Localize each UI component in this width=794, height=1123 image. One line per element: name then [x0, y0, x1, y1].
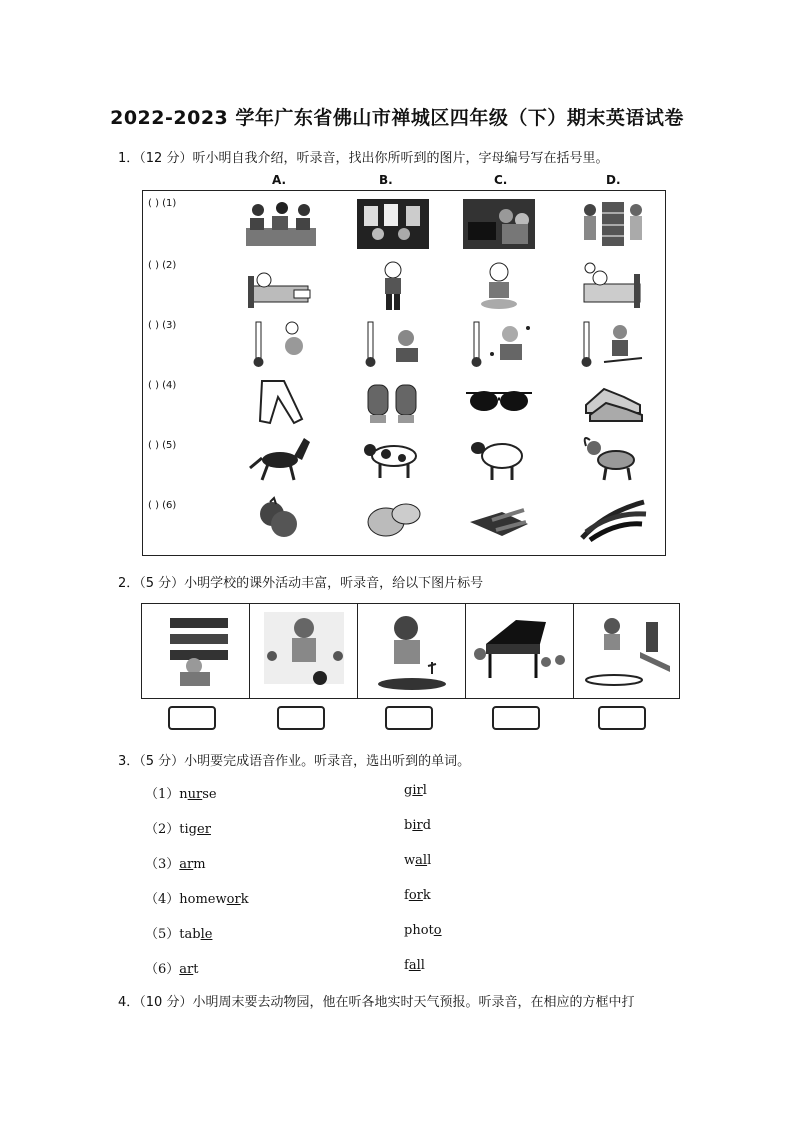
- piano-activity-cell: [466, 604, 574, 698]
- question-2-text: 2．（5 分）小明学校的课外活动丰富，听录音，给以下图片标号: [118, 576, 484, 591]
- answer-box-2[interactable]: [277, 706, 325, 730]
- column-d-label: D.: [606, 173, 621, 187]
- word-pair-4-left[interactable]: （4）homework: [145, 892, 249, 907]
- sneakers-picture: [576, 375, 650, 427]
- sheep-picture: [462, 432, 536, 484]
- word-pair-2-left[interactable]: （2）tiger: [145, 822, 211, 837]
- gardening-activity-cell: [358, 604, 466, 698]
- column-a-label: A.: [272, 173, 287, 187]
- cold-weather-skiing-picture: [576, 318, 650, 370]
- activity-pictures-strip: [141, 603, 680, 699]
- word-pair-6-left[interactable]: （6）art: [145, 962, 199, 977]
- answer-bracket-1[interactable]: ( ) (1): [148, 198, 177, 209]
- football-activity-cell: [250, 604, 358, 698]
- question-1-text: 1．（12 分）听小明自我介绍，听录音，找出你所听到的图片，字母编号写在括号里。: [118, 151, 609, 166]
- gloves-picture: [356, 375, 430, 427]
- music-room-picture: [462, 198, 536, 250]
- word-pair-1-right[interactable]: girl: [404, 783, 427, 798]
- trampoline-picture: [574, 604, 681, 696]
- word-pair-3-left[interactable]: （3）arm: [145, 857, 206, 872]
- word-pair-1-left[interactable]: （1）nurse: [145, 787, 217, 802]
- boy-eating-picture: [462, 260, 536, 312]
- goat-picture: [576, 432, 650, 484]
- cow-picture: [356, 432, 430, 484]
- answer-bracket-3[interactable]: ( ) (3): [148, 320, 177, 331]
- word-pair-5-left[interactable]: （5）table: [145, 927, 213, 942]
- tomatoes-picture: [244, 492, 318, 544]
- green-beans-picture: [576, 492, 650, 544]
- reading-picture: [142, 604, 249, 696]
- answer-bracket-5[interactable]: ( ) (5): [148, 440, 177, 451]
- windy-weather-picture: [462, 318, 536, 370]
- reading-activity-cell: [142, 604, 250, 698]
- carrots-picture: [462, 492, 536, 544]
- sleeping-in-bed-picture: [244, 260, 318, 312]
- answer-box-4[interactable]: [492, 706, 540, 730]
- answer-box-5[interactable]: [598, 706, 646, 730]
- boy-standing-picture: [356, 260, 430, 312]
- planting-picture: [358, 604, 465, 696]
- potatoes-picture: [356, 492, 430, 544]
- sunglasses-picture: [462, 375, 536, 427]
- question-4-text: 4．（10 分）小明周末要去动物园，他在听各地实时天气预报。听录音，在相应的方框中打: [118, 995, 635, 1010]
- football-picture: [250, 604, 357, 696]
- word-pair-2-right[interactable]: bird: [404, 818, 432, 833]
- classroom-picture: [244, 198, 318, 250]
- word-pair-6-right[interactable]: fall: [404, 958, 425, 973]
- question-3-text: 3．（5 分）小明要完成语音作业。听录音，选出听到的单词。: [118, 754, 471, 769]
- answer-bracket-4[interactable]: ( ) (4): [148, 380, 177, 391]
- piano-picture: [466, 604, 573, 696]
- cool-weather-picture: [356, 318, 430, 370]
- waking-up-picture: [576, 260, 650, 312]
- answer-box-3[interactable]: [385, 706, 433, 730]
- answer-box-1[interactable]: [168, 706, 216, 730]
- word-pair-4-right[interactable]: fork: [404, 888, 431, 903]
- trampoline-activity-cell: [574, 604, 681, 698]
- answer-bracket-2[interactable]: ( ) (2): [148, 260, 177, 271]
- column-b-label: B.: [379, 173, 393, 187]
- word-pair-5-right[interactable]: photo: [404, 923, 442, 938]
- art-room-picture: [356, 198, 430, 250]
- horse-picture: [244, 432, 318, 484]
- pants-picture: [244, 375, 318, 427]
- library-picture: [576, 198, 650, 250]
- answer-bracket-6[interactable]: ( ) (6): [148, 500, 177, 511]
- column-c-label: C.: [494, 173, 508, 187]
- page-title: 2022-2023 学年广东省佛山市禅城区四年级（下）期末英语试卷: [110, 107, 684, 129]
- word-pair-3-right[interactable]: wall: [404, 853, 432, 868]
- hot-weather-picture: [244, 318, 318, 370]
